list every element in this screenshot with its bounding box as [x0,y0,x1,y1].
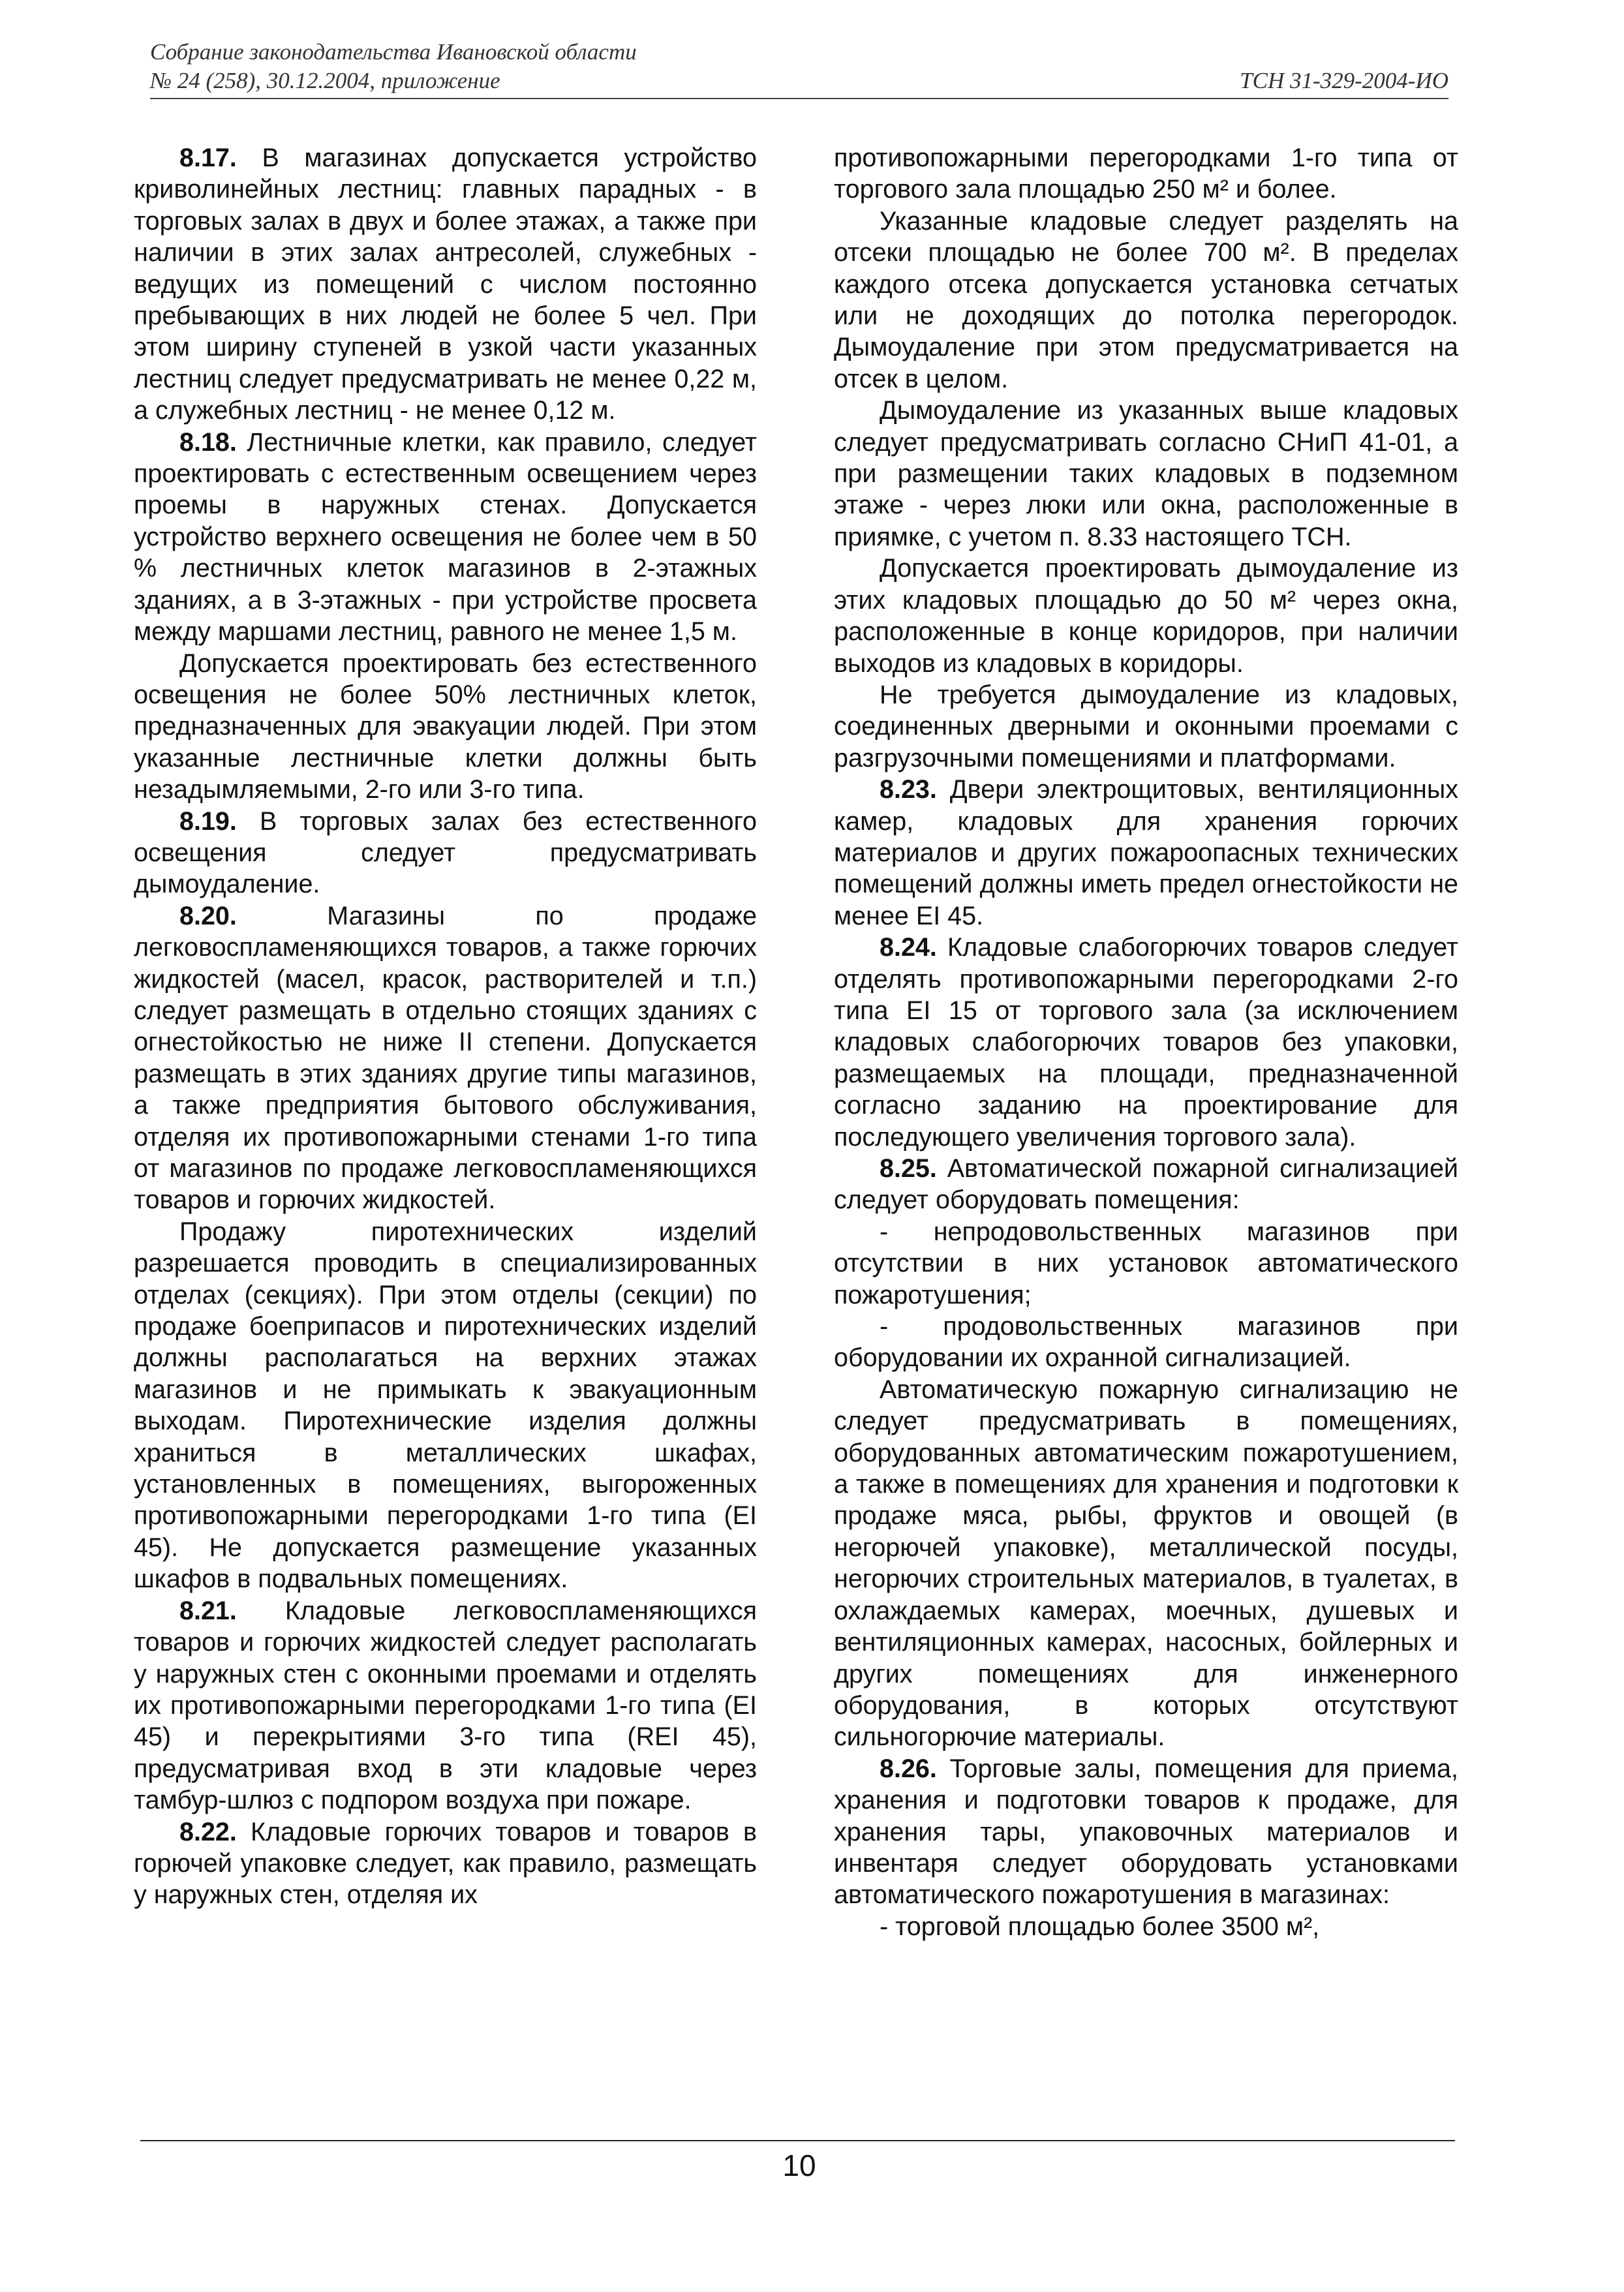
paragraph [834,1753,1458,1911]
paragraph-text: Лестничные клетки, как правило, следует проектировать с естественным освещением через проемы в наружных стенах. Допускается устройство верхнего освещения не более чем в 50 % лестничных клеток магазинов в 2-этажных зданиях, а в 3-этажных - при устройстве просвета между маршами лестниц, равного не менее 1,5 м. [134,427,757,647]
paragraph-text: противопожарными перегородками 1-го типа от торгового зала площадью 250 м² и более. [834,144,1458,204]
paragraph [834,206,1458,395]
right-column [834,142,1458,1942]
paragraph [134,1816,757,1911]
clause-number: 8.20. [179,901,237,930]
paragraph-text: Указанные кладовые следует разделять на отсеки площадью не более 700 м². В пределах каждого отсека допускается установка сетчатых или не доходящих до потолка перегородок. Дымоудаление при этом предусматривается на отсек в целом. [834,206,1458,393]
paragraph [834,774,1458,932]
clause-number: 8.22. [179,1817,237,1846]
paragraph [834,1311,1458,1374]
clause-number: 8.23. [880,775,937,804]
paragraph [834,1153,1458,1216]
clause-number: 8.26. [880,1754,937,1783]
paragraph [134,806,757,900]
paragraph [834,1911,1458,1942]
paragraph [834,553,1458,679]
paragraph [834,679,1458,774]
clause-number: 8.19. [179,806,237,836]
clause-number: 8.21. [179,1596,237,1625]
paragraph-text: Двери электрощитовых, вентиляционных камер, кладовых для хранения горючих материалов и других пожароопасных технических помещений должны иметь предел огнестойкости не менее EI 45. [834,775,1458,930]
footer-rule [140,2140,1455,2141]
paragraph-text: - торговой площадью более 3500 м², [880,1912,1320,1941]
paragraph [134,142,757,427]
paragraph [834,1374,1458,1753]
paragraph-text: Кладовые горючих товаров и товаров в горючей упаковке следует, как правило, размещать у наружных стен, отделяя их [134,1817,757,1910]
header-rule [150,98,1448,99]
paragraph-text: Магазины по продаже легковоспламеняющихся товаров, а также горючих жидкостей (масел, красок, растворителей и т.п.) следует размещать в отдельно стоящих зданиях с огнестойкостью не ниже II степени. Допускается размещать в этих зданиях другие типы магазинов, а также предприятия бытового обслуживания, отделяя их противопожарными стенами 1-го типа от магазинов по продаже легковоспламеняющихся товаров и горючих жидкостей. [134,901,757,1215]
paragraph-text: В магазинах допускается устройство криволинейных лестниц: главных парадных - в торговых залах в двух и более этажах, а также при наличии в этих залах антресолей, служебных - ведущих из помещений с числом постоянно пребывающих в них людей не более 5 чел. При этом ширину ступеней в узкой части указанных лестниц следует предусматривать не менее 0,22 м, а служебных лестниц - не менее 0,12 м. [134,144,757,425]
paragraph-text: - непродовольственных магазинов при отсутствии в них установок автоматического пожаротушения; [834,1217,1458,1309]
paragraph-text: Торговые залы, помещения для приема, хранения и подготовки товаров к продаже, для хранения тары, упаковочных материалов и инвентаря следует оборудовать установками автоматического пожаротушения в магазинах: [834,1754,1458,1910]
clause-number: 8.17. [179,144,237,172]
paragraph-text: Не требуется дымоудаление из кладовых, соединенных дверными и оконными проемами с разгрузочными помещениями и платформами. [834,680,1458,772]
paragraph-text: Допускается проектировать без естественного освещения не более 50% лестничных клеток, предназначенных для эвакуации людей. При этом указанные лестничные клетки должны быть незадымляемыми, 2-го или 3-го типа. [134,649,757,804]
header-document-code: ТСН 31-329-2004-ИО [1240,68,1448,93]
paragraph-text: Кладовые легковоспламеняющихся товаров и горючих жидкостей следует располагать у наружных стен с оконными проемами и отделять их противопожарными перегородками 1-го типа (EI 45) и перекрытиями 3-го типа (REI 45), предусматривая вход в эти кладовые через тамбур-шлюз с подпором воздуха при пожаре. [134,1596,757,1815]
paragraph-text: - продовольственных магазинов при оборудовании их охранной сигнализацией. [834,1312,1458,1373]
paragraph-text: В торговых залах без естественного освещения следует предусматривать дымоудаление. [134,806,757,899]
paragraph [134,1216,757,1595]
paragraph-text: Допускается проектировать дымоудаление из этих кладовых площадью до 50 м² через окна, расположенные в конце коридоров, при наличии выходов из кладовых в коридоры. [834,554,1458,678]
page-number: 10 [782,2148,816,2182]
clause-number: 8.25. [880,1154,937,1183]
paragraph [834,142,1458,206]
paragraph [834,1216,1458,1311]
paragraph [134,1595,757,1816]
paragraph-text: Кладовые слабогорючих товаров следует отделять противопожарными перегородками 2-го типа EI 15 от торгового зала (за исключением кладовых слабогорючих товаров без упаковки, размещаемых на площади, предназначенной согласно заданию на проектирование для последующего увеличения торгового зала). [834,933,1458,1152]
clause-number: 8.24. [880,933,937,962]
clause-number: 8.18. [179,427,237,457]
paragraph-text: Продажу пиротехнических изделий разрешается проводить в специализированных отделах (секциях). При этом отделы (секции) по продаже боеприпасов и пиротехнических изделий должны располагаться на верхних этажах магазинов и не примыкать к эвакуационным выходам. Пиротехнические изделия должны храниться в металлических шкафах, установленных в помещениях, выгороженных противопожарными перегородками 1-го типа (EI 45). Не допускается размещение указанных шкафов в подвальных помещениях. [134,1217,757,1594]
paragraph-text: Автоматическую пожарную сигнализацию не следует предусматривать в помещениях, оборудованных автоматическим пожаротушением, а также в помещениях для хранения и подготовки к продаже мяса, рыбы, фруктов и овощей (в негорючей упаковке), металлической посуды, негорючих строительных материалов, в туалетах, в охлаждаемых камерах, моечных, душевых и вентиляционных камерах, насосных, бойлерных и других помещениях для инженерного оборудования, в которых отсутствуют сильногорючие материалы. [834,1375,1458,1752]
paragraph [134,427,757,648]
paragraph-text: Дымоудаление из указанных выше кладовых следует предусматривать согласно СНиП 41-01, а при размещении таких кладовых в подземном этаже - через люки или окна, расположенные в приямке, с учетом п. 8.33 настоящего ТСН. [834,396,1458,551]
paragraph-text: Автоматической пожарной сигнализацией следует оборудовать помещения: [834,1154,1458,1215]
header-collection-title: Собрание законодательства Ивановской области [150,39,637,65]
paragraph [834,395,1458,553]
left-column [134,142,757,1911]
paragraph [134,648,757,806]
header-issue: № 24 (258), 30.12.2004, приложение [150,68,500,93]
paragraph [134,900,757,1216]
page-header [150,38,1448,95]
paragraph [834,932,1458,1153]
